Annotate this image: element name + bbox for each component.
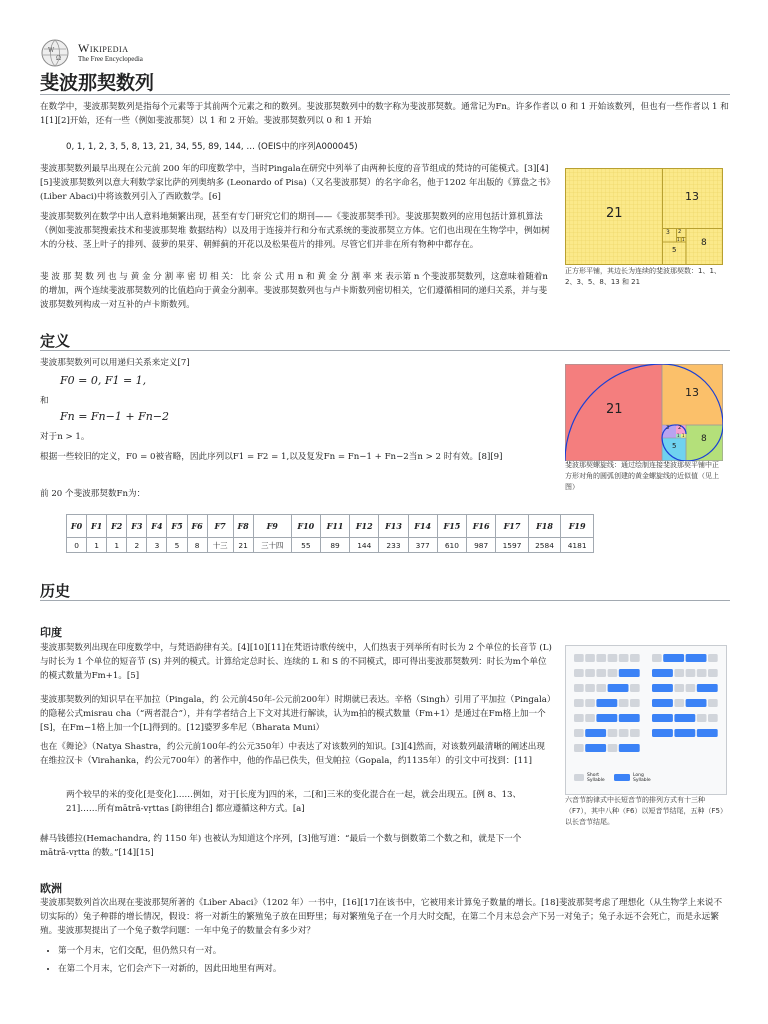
spiral-label-1b: 1 xyxy=(682,433,685,438)
short-syllable-block xyxy=(697,669,707,677)
table-cell: 55 xyxy=(291,538,320,553)
short-syllable-block xyxy=(596,669,606,677)
long-syllable-block xyxy=(585,744,606,752)
short-syllable-block xyxy=(585,654,595,662)
short-syllable-block xyxy=(608,669,618,677)
short-syllable-block xyxy=(608,654,618,662)
table-header-row xyxy=(67,515,594,538)
table-header-cell: F12 xyxy=(350,515,379,538)
tile-label-13: 13 xyxy=(685,190,699,203)
short-syllable-block xyxy=(686,684,696,692)
table-header-cell: F17 xyxy=(496,515,529,538)
table-header-cell: F19 xyxy=(561,515,594,538)
table-cell: 377 xyxy=(408,538,437,553)
syllable-patterns-chart xyxy=(566,646,726,794)
long-syllable-block xyxy=(674,714,695,722)
square-tiling-image[interactable] xyxy=(565,168,723,265)
short-syllable-block xyxy=(574,684,584,692)
short-syllable-block xyxy=(708,699,718,707)
long-syllable-block xyxy=(608,684,629,692)
short-syllable-block xyxy=(596,684,606,692)
fibonacci-spiral-image[interactable] xyxy=(565,364,723,461)
table-header-cell: F4 xyxy=(147,515,167,538)
india-paragraph-4: 赫马钱德拉(Hemachandra, 约 1150 年) 也被认为知道这个序列，[3]他写道：“最后一个数与倒数第二个数之和，就是下一个 mātrā-vṛtta 的数。”[14][15] xyxy=(40,834,522,858)
table-header-cell: F18 xyxy=(528,515,561,538)
table-cell: 十三 xyxy=(207,538,233,553)
short-syllable-block xyxy=(708,654,718,662)
table-header-cell: F11 xyxy=(320,515,349,538)
figure-fibonacci-spiral-caption: 斐波那契螺旋线：通过绘制连接斐波那契平铺中正方形对角的圆弧创建的黄金螺旋线的近似值（见上图） xyxy=(565,461,719,491)
subsection-india-title: 印度 xyxy=(40,626,62,639)
page-title: 斐波那契数列 xyxy=(40,72,155,94)
india-paragraph-1: 斐波那契数列出现在印度数学中，与梵语韵律有关。[4][10][11]在梵语诗歌传统中，人们热衷于列举所有时长为 2 个单位的长音节 (L) 与时长为 1 个单位的短音节 (S) 并列的模式。计算给定总时长、连续的 L 和 S 的不同模式，即可得出斐波那契数列：时长为m个单位的模式数量为Fm+1。[5] xyxy=(40,643,552,681)
table-cell: 89 xyxy=(320,538,349,553)
long-syllable-block xyxy=(674,729,695,737)
spiral-label-3: 3 xyxy=(666,425,670,431)
figure-fibonacci-spiral xyxy=(565,364,730,494)
long-syllable-block xyxy=(619,744,640,752)
table-cell: 610 xyxy=(437,538,466,553)
short-syllable-block xyxy=(596,654,606,662)
intro-sequence: 0, 1, 1, 2, 3, 5, 8, 13, 21, 34, 55, 89, 144, … (OEIS中的序列A000045) xyxy=(66,142,358,152)
long-syllable-block xyxy=(596,699,617,707)
list-item: • 在第二个月末，它们会产下一对新的，因此田地里有两对。 xyxy=(58,960,738,978)
short-syllable-block xyxy=(674,669,684,677)
tile-label-1b: 1 xyxy=(682,237,685,242)
long-syllable-block xyxy=(585,729,606,737)
intro-paragraph-1: 在数学中，斐波那契数列是指每个元素等于其前两个元素之和的数列。斐波那契数列中的数字称为斐波那契数。通常记为Fn。许多作者以 0 和 1 开始该数列，但也有一些作者以 1 和 1[1][2]开始，还有一些（例如斐波那契）以 1 和 2 开始。斐波那契数列以 0 和 1 开始 xyxy=(40,102,729,126)
definition-and: 和 xyxy=(40,396,49,406)
short-syllable-block xyxy=(652,654,662,662)
logo-subtitle: The Free Encyclopedia xyxy=(78,55,143,63)
table-header-cell: F9 xyxy=(253,515,291,538)
long-syllable-block xyxy=(619,669,640,677)
logo-title: Wikipedia xyxy=(78,41,129,55)
section-definition-title: 定义 xyxy=(40,332,71,350)
short-syllable-block xyxy=(574,654,584,662)
short-syllable-block xyxy=(708,669,718,677)
spiral-label-5: 5 xyxy=(672,442,677,450)
spiral-label-8: 8 xyxy=(701,434,707,444)
spiral-label-1a: 1 xyxy=(677,433,680,438)
table-cell: 2584 xyxy=(528,538,561,553)
long-syllable-block xyxy=(686,699,707,707)
short-syllable-block xyxy=(630,684,640,692)
definition-equation-2: Fn = Fn−1 + Fn−2 xyxy=(60,410,170,423)
table-cell: 233 xyxy=(379,538,408,553)
definition-paragraph-2: 根据一些较旧的定义，F0 = 0被省略，因此序列以F1 = F2 = 1,以及复发Fn = Fn−1 + Fn−2当n > 2 时有效。[8][9] xyxy=(40,452,503,462)
short-syllable-block xyxy=(585,714,595,722)
long-syllable-block xyxy=(652,684,673,692)
table-row xyxy=(67,538,594,553)
long-syllable-block xyxy=(663,654,684,662)
tile-label-5: 5 xyxy=(672,246,677,254)
india-paragraph-2: 斐波那契数列的知识早在平加拉（Pingala，约 公元前450年-公元前200年）时期就已表达。辛格（Singh）引用了平加拉（Pingala）的隐秘公式misrau cha（“两者混合”），并有学者结合上下文对其进行解读，认为m拍的模式数量（Fm+1）是通过在Fm格上加一个[S]，在Fm−1格上加一个[L]得到的。[12]婆罗多牟尼（Bharata Muni） xyxy=(40,695,552,733)
globe-icon xyxy=(40,38,70,68)
subsection-europe-title: 欧洲 xyxy=(40,882,62,895)
short-syllable-block xyxy=(574,729,584,737)
legend-short-syllable: Short Syllable xyxy=(587,773,605,783)
table-header-cell: F3 xyxy=(127,515,147,538)
definition-condition: 对于n > 1。 xyxy=(40,432,90,442)
table-cell: 144 xyxy=(350,538,379,553)
short-syllable-block xyxy=(686,669,696,677)
table-cell: 三十四 xyxy=(253,538,291,553)
short-syllable-block xyxy=(574,669,584,677)
long-syllable-block xyxy=(619,714,640,722)
definition-paragraph-3: 前 20 个斐波那契数Fn为： xyxy=(40,489,146,499)
figure-syllable-patterns-caption: 六音节韵律式中长短音节的排列方式有十三种（F7），其中八种（F6）以短音节结尾，五种（F5）以长音节结尾。 xyxy=(565,796,727,826)
table-header-cell: F13 xyxy=(379,515,408,538)
europe-bullet-list xyxy=(44,942,738,978)
section-history-title: 历史 xyxy=(40,582,71,600)
table-header-cell: F14 xyxy=(408,515,437,538)
spiral-label-2: 2 xyxy=(678,425,682,431)
short-syllable-block xyxy=(619,729,629,737)
fibonacci-table xyxy=(66,514,594,553)
short-syllable-block xyxy=(619,699,629,707)
table-cell: 5 xyxy=(167,538,187,553)
short-syllable-block xyxy=(608,744,618,752)
short-syllable-block xyxy=(708,714,718,722)
short-syllable-block xyxy=(619,654,629,662)
figure-square-tiling-caption: 正方形平铺，其边长为连续的斐波那契数：1、1、2、3、5、8、13 和 21 xyxy=(565,267,721,286)
short-syllable-block xyxy=(585,684,595,692)
short-syllable-block xyxy=(574,744,584,752)
short-syllable-block xyxy=(630,699,640,707)
table-cell: 1 xyxy=(107,538,127,553)
wikipedia-logo[interactable] xyxy=(40,38,180,68)
figure-syllable-patterns xyxy=(565,645,730,840)
table-cell: 1 xyxy=(87,538,107,553)
table-cell: 987 xyxy=(467,538,496,553)
long-syllable-block xyxy=(652,669,673,677)
svg-text:W: W xyxy=(48,47,55,54)
section-definition-header xyxy=(40,330,730,351)
india-quote: 两个较早的米的变化[是变化]……例如，对于[长度为]四的米，二[和]三米的变化混合在一起，就会出现五。[例 8、13、21]……所有mātrā-vṛttas [韵律组合] 都应遵循这种方式。[a] xyxy=(66,790,522,814)
table-header-cell: F6 xyxy=(187,515,207,538)
table-header-cell: F10 xyxy=(291,515,320,538)
syllable-pattern-image[interactable] xyxy=(565,645,727,795)
india-paragraph-3: 也在《舞论》（Natya Shastra，约公元前100年-约公元350年）中表达了对该数列的知识。[3][4]然而，对该数列最清晰的阐述出现在维拉汉卡（Virahanka，约公元700年）的著作中，他的作品已佚失，但戈帕拉（Gopala，约1135年）的引文中可找到：[11] xyxy=(40,742,545,766)
table-cell: 3 xyxy=(147,538,167,553)
tile-label-1a: 1 xyxy=(677,237,680,242)
tile-label-21: 21 xyxy=(606,206,623,221)
spiral-label-21: 21 xyxy=(606,402,623,417)
table-cell: 21 xyxy=(233,538,253,553)
table-header-cell: F1 xyxy=(87,515,107,538)
short-syllable-block xyxy=(630,654,640,662)
short-syllable-block xyxy=(674,684,684,692)
tile-label-2: 2 xyxy=(678,229,682,235)
short-syllable-block xyxy=(608,729,618,737)
spiral-label-13: 13 xyxy=(685,386,699,399)
table-cell: 4181 xyxy=(561,538,594,553)
short-syllable-block xyxy=(574,714,584,722)
long-syllable-block xyxy=(596,714,617,722)
long-syllable-block xyxy=(652,699,673,707)
europe-paragraph-1: 斐波那契数列首次出现在斐波那契所著的《Liber Abaci》（1202 年）一书中，[16][17]在该书中，它被用来计算兔子数量的增长。[18]斐波那契考虑了理想化（从生物学上来说不切实际的）兔子种群的增长情况，假设：将一对新生的繁殖兔子放在田野里；每对繁殖兔子在一个月大时交配，在第二个月末总会产下另一对兔子；兔子永远不会死亡，而是永远繁殖。斐波那契提出了一个兔子数学问题：一年中兔子的数量会有多少对？ xyxy=(40,898,723,936)
table-header-cell: F16 xyxy=(467,515,496,538)
table-header-cell: F2 xyxy=(107,515,127,538)
table-header-cell: F5 xyxy=(167,515,187,538)
table-cell: 8 xyxy=(187,538,207,553)
definition-intro: 斐波那契数列可以用递归关系来定义[7] xyxy=(40,358,190,368)
short-syllable-block xyxy=(574,699,584,707)
intro-paragraph-4: 斐 波 那 契 数 列 也 与 黄 金 分 割 率 密 切 相 关： 比 奈 公 式 用 n 和 黄 金 分 割 率 来 表示第 n 个斐波那契数列，这意味着随着n的增加，两个连续斐波那契数列的比值趋向于黄金分割率。斐波那契数列也与卢卡斯数列密切相关，它们遵循相同的递归关系，并与斐波那契数列构成一对互补的卢卡斯数列。 xyxy=(40,272,548,310)
table-header-cell: F7 xyxy=(207,515,233,538)
section-history-header xyxy=(40,580,730,601)
table-header-cell: F0 xyxy=(67,515,87,538)
table-cell: 1597 xyxy=(496,538,529,553)
long-syllable-block xyxy=(697,684,718,692)
intro-paragraph-3: 斐波那契数列在数学中出人意料地频繁出现，甚至有专门研究它们的期刊——《斐波那契季刊》。斐波那契数列的应用包括计算机算法（例如斐波那契搜索技术和斐波那契堆 数据结构）以及用于连接并行和分布式系统的斐波那契立方体。它们也出现在生物学中，例如树木的分枝、茎上叶子的排列、菠萝的果芽、朝鲜蓟的开花以及松果苞片的排列。尽管它们并非在所有物种中都存在。 xyxy=(40,212,550,250)
tile-label-8: 8 xyxy=(701,238,707,248)
long-syllable-block xyxy=(652,729,673,737)
long-syllable-block xyxy=(697,729,718,737)
long-syllable-block xyxy=(686,654,707,662)
intro-paragraph-2: 斐波那契数列最早出现在公元前 200 年的印度数学中，当时Pingala在研究中列举了由两种长度的音节组成的梵诗的可能模式。[3][4][5]斐波那契数列以意大利数学家比萨的列奥纳多 (Leonardo of Pisa)（又名斐波那契）的名字命名，他于1202 年出版的《算盘之书》(Liber Abaci)中将该数列引入了西欧数学。[6] xyxy=(40,164,551,202)
table-cell: 2 xyxy=(127,538,147,553)
short-syllable-block xyxy=(585,669,595,677)
definition-equation-1: F0 = 0, F1 = 1, xyxy=(60,374,147,387)
table-cell: 0 xyxy=(67,538,87,553)
legend-long-syllable: Long Syllable xyxy=(633,773,651,783)
short-syllable-block xyxy=(674,699,684,707)
table-header-cell: F15 xyxy=(437,515,466,538)
svg-text:Ω: Ω xyxy=(56,55,61,62)
short-syllable-block xyxy=(630,729,640,737)
list-item: • 第一个月末，它们交配，但仍然只有一对。 xyxy=(58,942,738,960)
short-syllable-block xyxy=(585,699,595,707)
page-title-bar xyxy=(40,68,730,95)
tile-label-3: 3 xyxy=(666,229,670,236)
long-syllable-block xyxy=(652,714,673,722)
short-syllable-block xyxy=(697,714,707,722)
table-header-cell: F8 xyxy=(233,515,253,538)
figure-square-tiling xyxy=(565,168,730,293)
